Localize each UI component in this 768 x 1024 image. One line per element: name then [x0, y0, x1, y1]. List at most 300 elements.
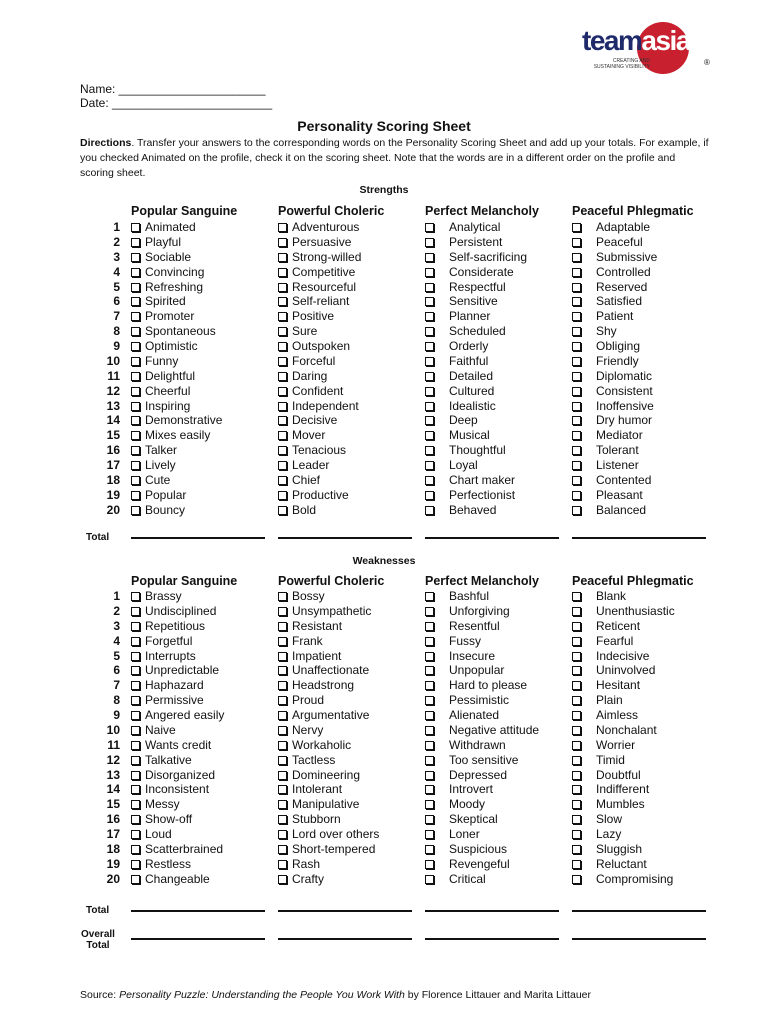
checkbox-item[interactable] [278, 768, 360, 782]
checkbox-item[interactable] [278, 797, 359, 811]
checkbox-icon[interactable] [278, 357, 287, 366]
checkbox-icon[interactable] [572, 238, 581, 247]
checkbox-icon[interactable] [131, 800, 140, 809]
checkbox-item[interactable] [425, 488, 515, 502]
checkbox-item[interactable] [425, 503, 496, 517]
checkbox-icon[interactable] [278, 416, 287, 425]
checkbox-icon[interactable] [131, 815, 140, 824]
checkbox-icon[interactable] [131, 830, 140, 839]
checkbox-icon[interactable] [425, 431, 434, 440]
checkbox-icon[interactable] [131, 785, 140, 794]
checkbox-icon[interactable] [131, 726, 140, 735]
checkbox-item[interactable] [572, 324, 617, 338]
checkbox-item[interactable] [278, 294, 349, 308]
checkbox-item[interactable] [278, 649, 341, 663]
checkbox-icon[interactable] [278, 666, 287, 675]
checkbox-item[interactable] [131, 872, 210, 886]
checkbox-icon[interactable] [131, 741, 140, 750]
checkbox-icon[interactable] [425, 357, 434, 366]
checkbox-item[interactable] [572, 678, 640, 692]
checkbox-icon[interactable] [572, 223, 581, 232]
checkbox-item[interactable] [278, 235, 351, 249]
checkbox-icon[interactable] [425, 342, 434, 351]
checkbox-item[interactable] [425, 872, 486, 886]
checkbox-item[interactable] [425, 235, 502, 249]
checkbox-icon[interactable] [572, 506, 581, 515]
total-line[interactable] [572, 537, 706, 539]
checkbox-item[interactable] [572, 723, 657, 737]
checkbox-item[interactable] [425, 827, 480, 841]
checkbox-icon[interactable] [278, 622, 287, 631]
checkbox-icon[interactable] [131, 297, 140, 306]
checkbox-icon[interactable] [425, 297, 434, 306]
checkbox-icon[interactable] [572, 402, 581, 411]
checkbox-item[interactable] [425, 663, 504, 677]
checkbox-item[interactable] [425, 443, 506, 457]
checkbox-item[interactable] [572, 604, 675, 618]
checkbox-item[interactable] [131, 354, 178, 368]
total-line[interactable] [425, 537, 559, 539]
checkbox-icon[interactable] [131, 357, 140, 366]
checkbox-item[interactable] [572, 693, 623, 707]
checkbox-icon[interactable] [278, 461, 287, 470]
checkbox-item[interactable] [131, 503, 185, 517]
checkbox-icon[interactable] [131, 238, 140, 247]
checkbox-icon[interactable] [131, 860, 140, 869]
checkbox-item[interactable] [572, 782, 649, 796]
checkbox-icon[interactable] [425, 652, 434, 661]
checkbox-item[interactable] [425, 842, 507, 856]
checkbox-icon[interactable] [572, 845, 581, 854]
checkbox-item[interactable] [278, 265, 355, 279]
checkbox-icon[interactable] [131, 387, 140, 396]
checkbox-item[interactable] [425, 294, 498, 308]
checkbox-icon[interactable] [131, 461, 140, 470]
checkbox-item[interactable] [572, 354, 639, 368]
checkbox-icon[interactable] [425, 666, 434, 675]
checkbox-item[interactable] [131, 738, 211, 752]
checkbox-icon[interactable] [278, 875, 287, 884]
checkbox-icon[interactable] [425, 875, 434, 884]
checkbox-item[interactable] [425, 413, 478, 427]
checkbox-item[interactable] [572, 309, 633, 323]
checkbox-icon[interactable] [278, 238, 287, 247]
checkbox-icon[interactable] [425, 830, 434, 839]
overall-total-line[interactable] [131, 938, 265, 940]
checkbox-item[interactable] [278, 782, 342, 796]
checkbox-item[interactable] [278, 812, 341, 826]
checkbox-item[interactable] [131, 399, 190, 413]
name-field[interactable]: Name: ______________________ [80, 82, 266, 96]
checkbox-item[interactable] [131, 220, 196, 234]
checkbox-icon[interactable] [278, 431, 287, 440]
checkbox-item[interactable] [131, 649, 196, 663]
checkbox-item[interactable] [131, 265, 204, 279]
checkbox-item[interactable] [278, 634, 323, 648]
checkbox-icon[interactable] [425, 402, 434, 411]
checkbox-icon[interactable] [425, 387, 434, 396]
checkbox-icon[interactable] [278, 476, 287, 485]
checkbox-item[interactable] [425, 723, 539, 737]
checkbox-icon[interactable] [278, 372, 287, 381]
checkbox-item[interactable] [278, 693, 324, 707]
checkbox-item[interactable] [425, 428, 490, 442]
checkbox-item[interactable] [572, 649, 649, 663]
checkbox-item[interactable] [572, 458, 639, 472]
checkbox-icon[interactable] [425, 845, 434, 854]
checkbox-item[interactable] [572, 634, 633, 648]
checkbox-icon[interactable] [131, 372, 140, 381]
checkbox-item[interactable] [425, 458, 478, 472]
checkbox-icon[interactable] [572, 830, 581, 839]
checkbox-icon[interactable] [572, 726, 581, 735]
checkbox-item[interactable] [131, 723, 176, 737]
checkbox-icon[interactable] [278, 741, 287, 750]
checkbox-item[interactable] [278, 354, 335, 368]
checkbox-item[interactable] [572, 265, 651, 279]
checkbox-icon[interactable] [278, 283, 287, 292]
checkbox-item[interactable] [425, 649, 495, 663]
checkbox-item[interactable] [278, 309, 334, 323]
checkbox-icon[interactable] [131, 666, 140, 675]
checkbox-item[interactable] [278, 488, 349, 502]
checkbox-icon[interactable] [278, 815, 287, 824]
checkbox-item[interactable] [131, 693, 204, 707]
checkbox-item[interactable] [572, 857, 647, 871]
checkbox-item[interactable] [278, 678, 354, 692]
checkbox-item[interactable] [425, 708, 499, 722]
checkbox-item[interactable] [131, 324, 216, 338]
checkbox-item[interactable] [278, 443, 346, 457]
checkbox-item[interactable] [278, 663, 369, 677]
total-line[interactable] [131, 537, 265, 539]
checkbox-item[interactable] [131, 827, 172, 841]
checkbox-icon[interactable] [572, 476, 581, 485]
checkbox-icon[interactable] [572, 297, 581, 306]
checkbox-item[interactable] [278, 857, 320, 871]
checkbox-item[interactable] [278, 842, 375, 856]
checkbox-item[interactable] [278, 428, 325, 442]
checkbox-item[interactable] [572, 797, 645, 811]
checkbox-icon[interactable] [425, 372, 434, 381]
checkbox-item[interactable] [572, 235, 643, 249]
checkbox-icon[interactable] [131, 652, 140, 661]
checkbox-icon[interactable] [572, 461, 581, 470]
checkbox-icon[interactable] [278, 446, 287, 455]
checkbox-icon[interactable] [278, 506, 287, 515]
checkbox-icon[interactable] [278, 387, 287, 396]
checkbox-icon[interactable] [278, 830, 287, 839]
checkbox-icon[interactable] [131, 416, 140, 425]
overall-total-line[interactable] [425, 938, 559, 940]
checkbox-icon[interactable] [425, 312, 434, 321]
checkbox-icon[interactable] [131, 622, 140, 631]
total-line[interactable] [278, 537, 412, 539]
checkbox-icon[interactable] [131, 476, 140, 485]
checkbox-item[interactable] [278, 708, 369, 722]
checkbox-icon[interactable] [572, 342, 581, 351]
checkbox-item[interactable] [278, 753, 335, 767]
checkbox-icon[interactable] [131, 283, 140, 292]
checkbox-icon[interactable] [572, 666, 581, 675]
checkbox-item[interactable] [425, 324, 506, 338]
checkbox-item[interactable] [131, 663, 219, 677]
checkbox-icon[interactable] [425, 327, 434, 336]
checkbox-item[interactable] [131, 782, 209, 796]
checkbox-item[interactable] [131, 797, 180, 811]
checkbox-item[interactable] [425, 339, 488, 353]
checkbox-item[interactable] [572, 488, 643, 502]
checkbox-icon[interactable] [131, 268, 140, 277]
checkbox-item[interactable] [131, 753, 192, 767]
checkbox-icon[interactable] [131, 342, 140, 351]
checkbox-item[interactable] [278, 827, 379, 841]
checkbox-icon[interactable] [131, 431, 140, 440]
checkbox-icon[interactable] [131, 592, 140, 601]
checkbox-icon[interactable] [425, 785, 434, 794]
checkbox-item[interactable] [572, 872, 673, 886]
checkbox-item[interactable] [572, 413, 652, 427]
checkbox-icon[interactable] [278, 771, 287, 780]
checkbox-item[interactable] [572, 663, 655, 677]
checkbox-item[interactable] [278, 723, 323, 737]
overall-total-line[interactable] [572, 938, 706, 940]
checkbox-item[interactable] [572, 384, 653, 398]
checkbox-item[interactable] [278, 413, 337, 427]
checkbox-item[interactable] [131, 812, 192, 826]
checkbox-item[interactable] [131, 619, 205, 633]
checkbox-item[interactable] [278, 324, 317, 338]
checkbox-item[interactable] [131, 413, 222, 427]
checkbox-icon[interactable] [278, 696, 287, 705]
checkbox-item[interactable] [425, 797, 485, 811]
checkbox-icon[interactable] [572, 756, 581, 765]
checkbox-icon[interactable] [131, 756, 140, 765]
checkbox-icon[interactable] [278, 402, 287, 411]
checkbox-item[interactable] [131, 768, 215, 782]
checkbox-icon[interactable] [131, 845, 140, 854]
checkbox-icon[interactable] [425, 607, 434, 616]
checkbox-icon[interactable] [572, 741, 581, 750]
checkbox-item[interactable] [131, 708, 224, 722]
total-line[interactable] [425, 910, 559, 912]
checkbox-item[interactable] [278, 619, 342, 633]
checkbox-icon[interactable] [131, 681, 140, 690]
checkbox-icon[interactable] [572, 652, 581, 661]
checkbox-icon[interactable] [131, 875, 140, 884]
checkbox-icon[interactable] [425, 800, 434, 809]
checkbox-icon[interactable] [572, 607, 581, 616]
checkbox-icon[interactable] [131, 402, 140, 411]
checkbox-item[interactable] [425, 678, 527, 692]
checkbox-icon[interactable] [425, 860, 434, 869]
checkbox-icon[interactable] [425, 268, 434, 277]
date-field[interactable]: Date: ________________________ [80, 96, 273, 110]
checkbox-item[interactable] [131, 443, 177, 457]
checkbox-icon[interactable] [278, 607, 287, 616]
checkbox-item[interactable] [425, 738, 506, 752]
checkbox-icon[interactable] [425, 741, 434, 750]
checkbox-icon[interactable] [131, 711, 140, 720]
checkbox-icon[interactable] [278, 785, 287, 794]
checkbox-icon[interactable] [425, 283, 434, 292]
checkbox-icon[interactable] [131, 327, 140, 336]
checkbox-icon[interactable] [425, 461, 434, 470]
checkbox-icon[interactable] [131, 223, 140, 232]
checkbox-item[interactable] [278, 369, 327, 383]
checkbox-icon[interactable] [572, 637, 581, 646]
checkbox-item[interactable] [425, 265, 514, 279]
checkbox-item[interactable] [278, 384, 343, 398]
checkbox-item[interactable] [425, 693, 509, 707]
checkbox-icon[interactable] [425, 681, 434, 690]
checkbox-icon[interactable] [572, 860, 581, 869]
checkbox-icon[interactable] [425, 756, 434, 765]
checkbox-icon[interactable] [278, 223, 287, 232]
checkbox-item[interactable] [278, 250, 361, 264]
checkbox-icon[interactable] [572, 696, 581, 705]
checkbox-icon[interactable] [425, 622, 434, 631]
checkbox-icon[interactable] [572, 387, 581, 396]
checkbox-item[interactable] [131, 384, 190, 398]
total-line[interactable] [131, 910, 265, 912]
checkbox-icon[interactable] [278, 297, 287, 306]
checkbox-item[interactable] [425, 280, 506, 294]
checkbox-item[interactable] [131, 589, 182, 603]
checkbox-item[interactable] [425, 589, 489, 603]
checkbox-item[interactable] [425, 604, 510, 618]
checkbox-icon[interactable] [425, 637, 434, 646]
checkbox-item[interactable] [572, 428, 643, 442]
checkbox-item[interactable] [425, 782, 493, 796]
checkbox-item[interactable] [572, 280, 647, 294]
checkbox-icon[interactable] [572, 327, 581, 336]
checkbox-item[interactable] [425, 399, 496, 413]
checkbox-icon[interactable] [278, 491, 287, 500]
checkbox-item[interactable] [278, 503, 316, 517]
checkbox-item[interactable] [572, 399, 654, 413]
checkbox-icon[interactable] [572, 357, 581, 366]
checkbox-item[interactable] [131, 250, 191, 264]
checkbox-item[interactable] [572, 738, 635, 752]
checkbox-item[interactable] [278, 458, 329, 472]
checkbox-icon[interactable] [131, 696, 140, 705]
checkbox-icon[interactable] [131, 312, 140, 321]
checkbox-item[interactable] [572, 339, 640, 353]
checkbox-item[interactable] [425, 619, 500, 633]
checkbox-item[interactable] [131, 857, 191, 871]
checkbox-icon[interactable] [131, 446, 140, 455]
checkbox-item[interactable] [425, 768, 507, 782]
checkbox-item[interactable] [278, 589, 325, 603]
checkbox-icon[interactable] [572, 771, 581, 780]
checkbox-item[interactable] [572, 827, 621, 841]
checkbox-icon[interactable] [425, 726, 434, 735]
checkbox-icon[interactable] [278, 327, 287, 336]
checkbox-icon[interactable] [131, 607, 140, 616]
checkbox-item[interactable] [131, 473, 170, 487]
checkbox-item[interactable] [131, 369, 195, 383]
checkbox-item[interactable] [572, 812, 622, 826]
checkbox-icon[interactable] [425, 771, 434, 780]
checkbox-item[interactable] [278, 872, 324, 886]
checkbox-icon[interactable] [278, 711, 287, 720]
checkbox-item[interactable] [278, 399, 359, 413]
checkbox-item[interactable] [278, 220, 359, 234]
checkbox-icon[interactable] [572, 815, 581, 824]
checkbox-item[interactable] [572, 842, 642, 856]
checkbox-item[interactable] [131, 280, 203, 294]
checkbox-icon[interactable] [278, 312, 287, 321]
overall-total-line[interactable] [278, 938, 412, 940]
checkbox-icon[interactable] [572, 431, 581, 440]
checkbox-icon[interactable] [572, 372, 581, 381]
checkbox-icon[interactable] [425, 592, 434, 601]
checkbox-icon[interactable] [131, 771, 140, 780]
checkbox-icon[interactable] [425, 238, 434, 247]
checkbox-icon[interactable] [278, 756, 287, 765]
checkbox-icon[interactable] [131, 637, 140, 646]
checkbox-item[interactable] [425, 354, 488, 368]
checkbox-item[interactable] [572, 768, 641, 782]
checkbox-icon[interactable] [425, 815, 434, 824]
checkbox-item[interactable] [131, 604, 216, 618]
checkbox-icon[interactable] [425, 711, 434, 720]
checkbox-icon[interactable] [278, 845, 287, 854]
checkbox-item[interactable] [425, 220, 500, 234]
checkbox-item[interactable] [425, 753, 518, 767]
checkbox-icon[interactable] [425, 223, 434, 232]
checkbox-item[interactable] [572, 369, 652, 383]
checkbox-icon[interactable] [278, 800, 287, 809]
checkbox-item[interactable] [572, 443, 639, 457]
checkbox-item[interactable] [131, 488, 186, 502]
checkbox-icon[interactable] [572, 622, 581, 631]
checkbox-item[interactable] [131, 458, 176, 472]
checkbox-item[interactable] [131, 634, 192, 648]
checkbox-icon[interactable] [278, 268, 287, 277]
checkbox-item[interactable] [131, 235, 181, 249]
checkbox-icon[interactable] [425, 416, 434, 425]
checkbox-icon[interactable] [425, 491, 434, 500]
checkbox-icon[interactable] [425, 446, 434, 455]
checkbox-icon[interactable] [572, 592, 581, 601]
checkbox-icon[interactable] [572, 711, 581, 720]
checkbox-item[interactable] [278, 604, 371, 618]
checkbox-icon[interactable] [278, 637, 287, 646]
checkbox-item[interactable] [572, 220, 650, 234]
checkbox-icon[interactable] [572, 268, 581, 277]
checkbox-icon[interactable] [572, 800, 581, 809]
checkbox-item[interactable] [131, 294, 186, 308]
checkbox-icon[interactable] [572, 416, 581, 425]
checkbox-item[interactable] [572, 473, 651, 487]
checkbox-item[interactable] [131, 309, 194, 323]
checkbox-item[interactable] [131, 842, 223, 856]
checkbox-item[interactable] [278, 473, 320, 487]
checkbox-icon[interactable] [278, 592, 287, 601]
checkbox-icon[interactable] [131, 506, 140, 515]
checkbox-item[interactable] [572, 753, 625, 767]
checkbox-icon[interactable] [425, 696, 434, 705]
checkbox-item[interactable] [425, 473, 515, 487]
checkbox-item[interactable] [131, 339, 198, 353]
checkbox-item[interactable] [572, 294, 642, 308]
checkbox-item[interactable] [278, 339, 350, 353]
checkbox-icon[interactable] [572, 446, 581, 455]
checkbox-icon[interactable] [572, 283, 581, 292]
checkbox-item[interactable] [425, 857, 510, 871]
